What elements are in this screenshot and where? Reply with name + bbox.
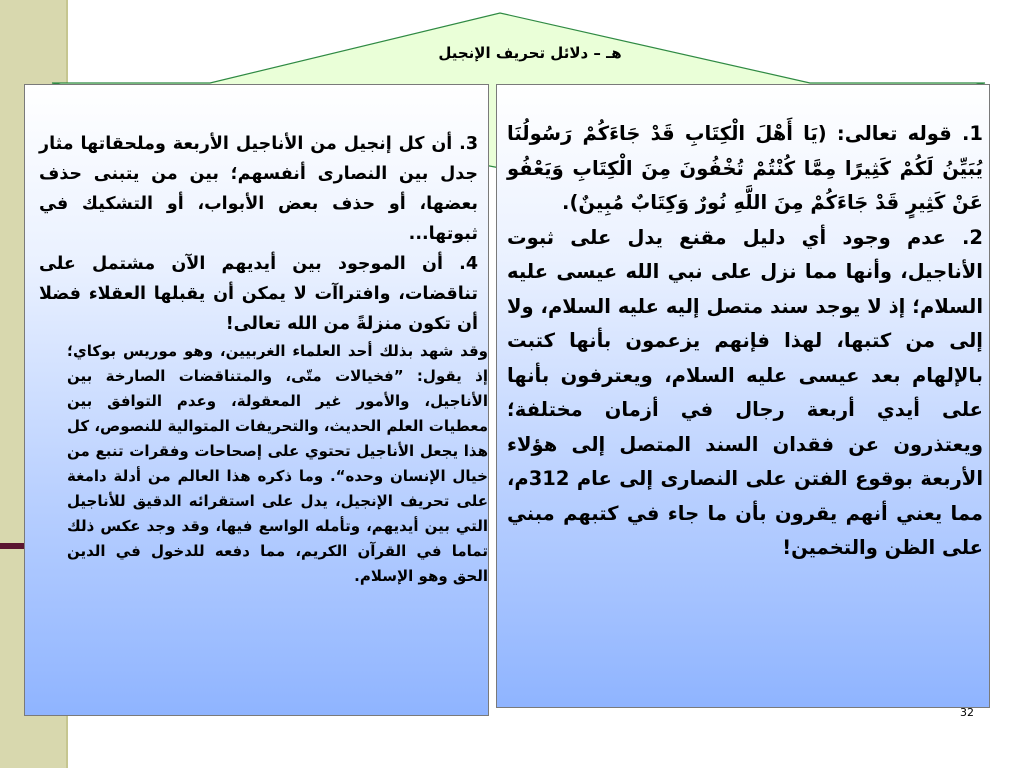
left-quote: وقد شهد بذلك أحد العلماء الغربيين، وهو موريس بوكاي؛ إذ يقول: ”فخيالات متّى، والمتناقضات الصارخة بين الأناجيل، والأمور غير المعقولة، وعدم التوافق بين معطيات العلم الحديث، والتحريفات المتوالية للنصوص، كل هذا يجعل الأناجيل تحتوي على إصحاحات وفقرات تنبع من خيال الإنسان وحده“. وما ذكره هذا العالم من أدلة دامغة على تحريف الإنجيل، يدل على استقرائه الدقيق للأناجيل التي بين أيديهم، وتأمله الواسع فيها، وقد وجد عكس ذلك تماما في القرآن الكريم، مما دفعه للدخول في الدين الحق وهو الإسلام. [66, 342, 488, 585]
left-point-3: 3. أن كل إنجيل من الأناجيل الأربعة وملحقاتها مثار جدل بين النصارى أنفسهم؛ بين من يتبنى حذف بعضها، أو حذف بعض الأبواب، أو التشكيك في ثبوتها... [39, 134, 478, 244]
right-point-2: 2. عدم وجود أي دليل مقنع يدل على ثبوت الأناجيل، وأنها مما نزل على نبي الله عيسى عليه السلام؛ إذ لا يوجد سند متصل إليه عليه السلام، ولا إلى من كتبها، لهذا فإنهم يزعمون بأنها كتبت بالإلهام بعد عيسى عليه السلام، ويعترفون بأنها على أيدي أربعة رجال في أزمان مختلفة؛ ويعتذرون عن فقدان السند المتصل إلى هؤلاء الأربعة بوقوع الفتن على النصارى إلى عام 312م، مما يعني أنهم يقرون بأن ما جاء في كتبهم مبني على الظن والتخمين! [507, 225, 983, 559]
page-number: 32 [960, 706, 974, 719]
right-point-1: 1. قوله تعالى: (يَا أَهْلَ الْكِتَابِ قَدْ جَاءَكُمْ رَسُولُنَا يُبَيِّنُ لَكُمْ كَثِيرًا مِمَّا كُنْتُمْ تُخْفُونَ مِنَ الْكِتَابِ وَيَعْفُو عَنْ كَثِيرٍ قَدْ جَاءَكُمْ مِنَ اللَّهِ نُورٌ وَكِتَابٌ مُبِينٌ). [507, 122, 983, 214]
left-content-box [24, 84, 489, 716]
left-point-4: 4. أن الموجود بين أيديهم الآن مشتمل على تناقضات، وافتراآت لا يمكن أن يقبلها العقلاء فضلا أن تكون منزلةً من الله تعالى! [39, 254, 478, 334]
slide-title: هـ – دلائل تحريف الإنجيل [438, 44, 622, 62]
right-content-box [496, 84, 990, 708]
